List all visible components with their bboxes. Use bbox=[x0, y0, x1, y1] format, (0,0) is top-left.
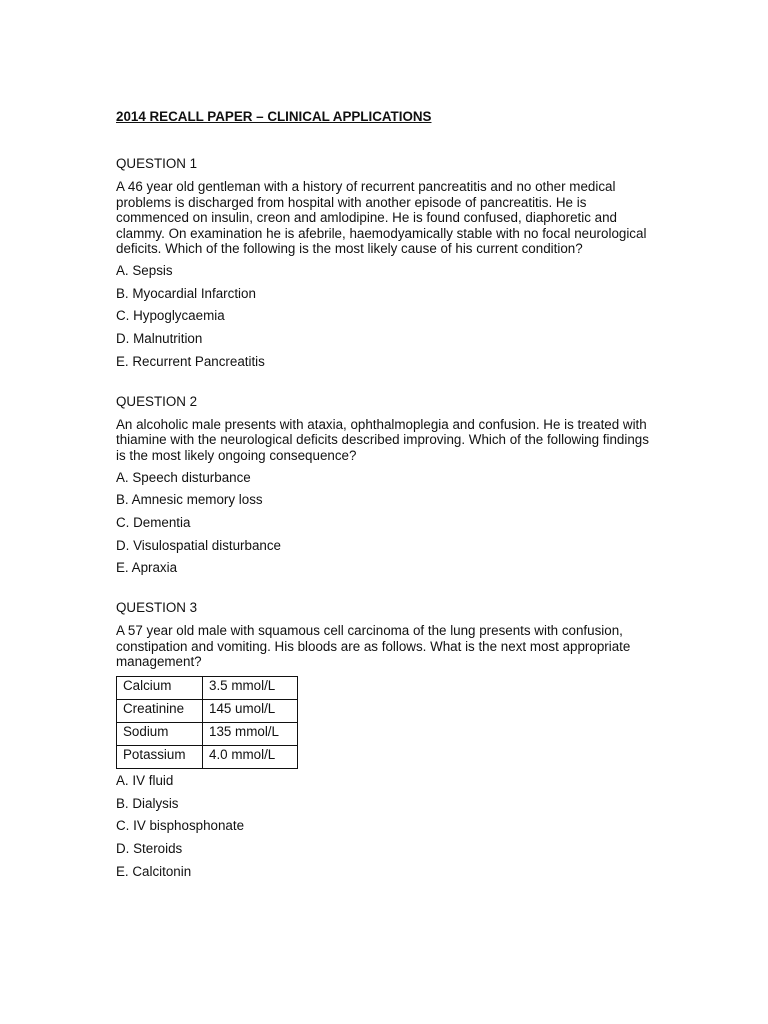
table-row bbox=[117, 700, 298, 723]
table-row bbox=[117, 746, 298, 769]
question-1 bbox=[116, 155, 656, 371]
table-row bbox=[117, 723, 298, 746]
option-list bbox=[116, 772, 656, 881]
document-page bbox=[116, 108, 656, 903]
option-e: E. Recurrent Pancreatitis bbox=[116, 353, 265, 369]
option-c: C. Hypoglycaemia bbox=[116, 308, 225, 324]
table-row bbox=[117, 677, 298, 700]
test-name-cell: Creatinine bbox=[117, 700, 203, 723]
question-heading: QUESTION 2 bbox=[116, 393, 198, 409]
question-2 bbox=[116, 393, 656, 578]
option-list bbox=[116, 469, 656, 578]
option-list bbox=[116, 262, 656, 371]
option-a: A. IV fluid bbox=[116, 773, 174, 789]
option-b: B. Amnesic memory loss bbox=[116, 492, 263, 508]
test-value-cell: 3.5 mmol/L bbox=[203, 677, 298, 700]
question-stem: An alcoholic male presents with ataxia, ophthalmoplegia and confusion. He is treated with thiamine with the neurological deficits described improving. Which of the following findings is the most likely ongoing consequence? bbox=[116, 416, 649, 463]
option-c: C. Dementia bbox=[116, 514, 191, 530]
option-b: B. Dialysis bbox=[116, 795, 179, 811]
option-d: D. Steroids bbox=[116, 841, 183, 857]
option-d: D. Malnutrition bbox=[116, 331, 203, 347]
test-name-cell: Calcium bbox=[117, 677, 203, 700]
test-name-cell: Potassium bbox=[117, 746, 203, 769]
test-value-cell: 135 mmol/L bbox=[203, 723, 298, 746]
question-stem: A 57 year old male with squamous cell carcinoma of the lung presents with confusion, constipation and vomiting. His bloods are as follows. What is the next most appropriate management? bbox=[116, 623, 631, 670]
bloods-table bbox=[116, 676, 298, 769]
option-e: E. Calcitonin bbox=[116, 863, 192, 879]
question-stem: A 46 year old gentleman with a history of recurrent pancreatitis and no other medical problems is discharged from hospital with another episode of pancreatitis. He is commenced on insulin, creon and amlodipine. He is found confused, diaphoretic and clammy. On examination he is afebrile, haemodyamically stable with no focal neurological deficits. Which of the following is the most likely cause of his current condition? bbox=[116, 179, 647, 257]
option-c: C. IV bisphosphonate bbox=[116, 818, 245, 834]
test-name-cell: Sodium bbox=[117, 723, 203, 746]
option-b: B. Myocardial Infarction bbox=[116, 285, 256, 301]
question-3 bbox=[116, 599, 656, 881]
option-e: E. Apraxia bbox=[116, 560, 178, 576]
test-value-cell: 145 umol/L bbox=[203, 700, 298, 723]
option-a: A. Sepsis bbox=[116, 262, 173, 278]
test-value-cell: 4.0 mmol/L bbox=[203, 746, 298, 769]
question-heading: QUESTION 1 bbox=[116, 156, 198, 171]
option-a: A. Speech disturbance bbox=[116, 469, 251, 485]
page-title: 2014 RECALL PAPER – CLINICAL APPLICATIONS bbox=[116, 109, 432, 124]
question-heading: QUESTION 3 bbox=[116, 600, 198, 616]
option-d: D. Visulospatial disturbance bbox=[116, 537, 281, 553]
